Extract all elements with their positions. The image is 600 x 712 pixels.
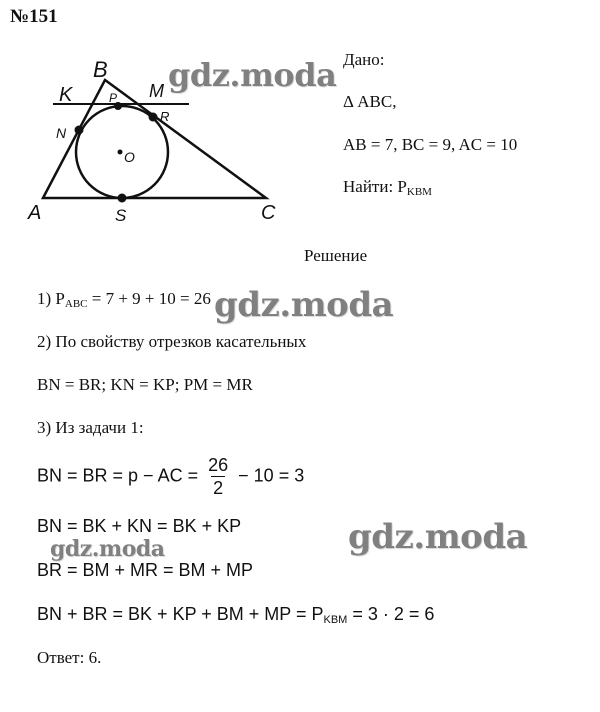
label-o: O: [124, 149, 135, 165]
equation-3: BR = BM + MR = BM + MP: [37, 560, 254, 580]
point-o: [118, 150, 123, 155]
step-2: 2) По свойству отрезков касательных: [37, 332, 307, 351]
step-2-equalities: BN = BR; KN = KP; PM = MR: [37, 375, 253, 394]
watermark: gdz.moda: [214, 285, 394, 325]
find-line: [343, 177, 432, 198]
watermark: gdz.moda: [348, 517, 528, 557]
label-r: R: [160, 109, 170, 124]
given-triangle: Δ ABC,: [343, 92, 397, 111]
equation-1: BN = BR = p − AC = $\frac{26}{2}$ − 10 = 3: [37, 455, 305, 498]
step-1: 1) $P_{ABC} = 7 + 9 + 10 = 26$: [37, 289, 211, 310]
label-c: C: [261, 202, 276, 224]
label-n: N: [56, 125, 67, 141]
fraction: $\frac{26}{2}$: [208, 455, 229, 498]
problem-number: №151: [10, 6, 58, 27]
watermark: gdz.moda: [168, 56, 337, 94]
label-b: B: [93, 57, 108, 82]
answer: Ответ: 6.: [37, 648, 102, 667]
label-s: S: [115, 206, 127, 225]
point-s: [118, 194, 127, 203]
label-p: P: [109, 91, 118, 105]
given-sides: AB = 7, BC = 9, AC = 10: [343, 135, 518, 154]
label-a: A: [28, 202, 42, 224]
solution-heading: Решение: [304, 246, 368, 265]
find-label: Найти: P: [343, 177, 407, 196]
point-n: [75, 126, 84, 135]
watermark: gdz.moda: [50, 536, 165, 562]
find-subscript: KBM: [406, 186, 432, 198]
label-m: M: [149, 81, 164, 101]
equation-4: BN + BR = BK + KP + BM + MP = $P_{KBM} = 3 \cdot 2 = 6$: [37, 604, 435, 626]
point-r: [149, 113, 158, 122]
given-heading: Дано:: [343, 50, 385, 69]
equation-2: BN = BK + KN = BK + KP: [37, 516, 242, 536]
step-3: 3) Из задачи 1:: [37, 418, 144, 437]
label-k: K: [59, 84, 73, 106]
